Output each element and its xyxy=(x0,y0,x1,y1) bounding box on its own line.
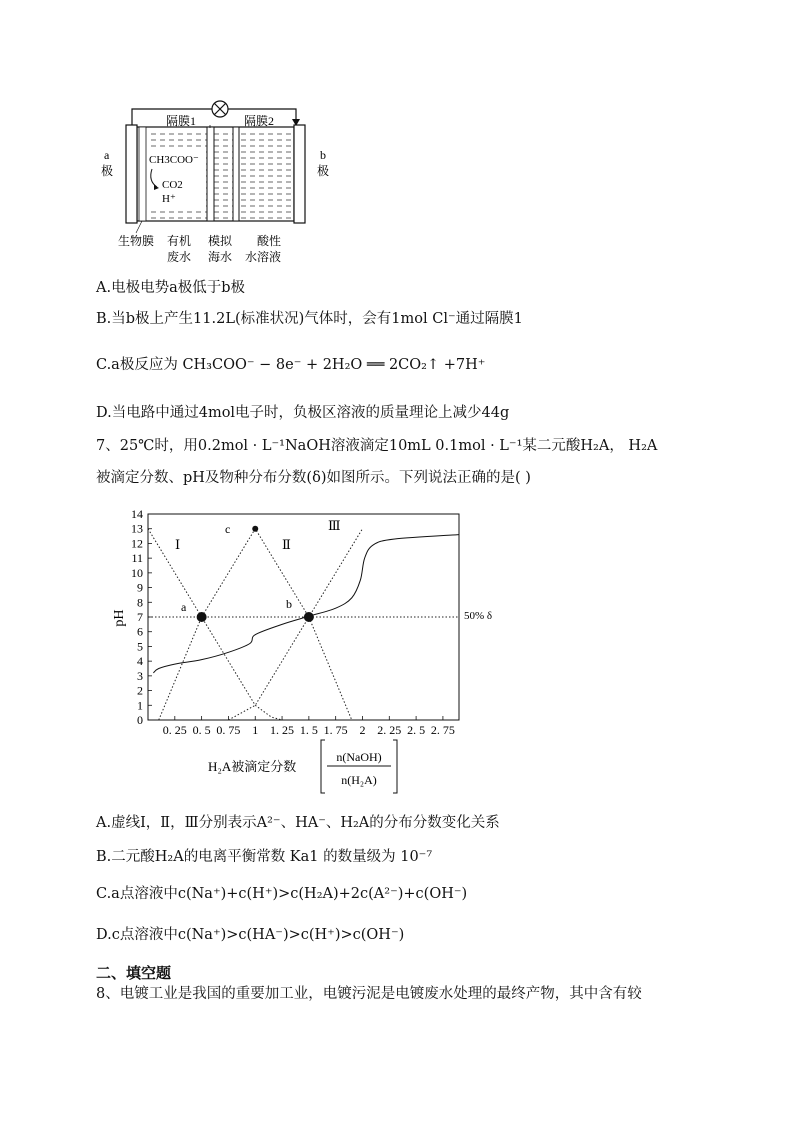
species-acetate: CH3COO⁻ xyxy=(149,154,199,166)
zone-organic-l1: 有机 xyxy=(167,234,192,248)
electrode-b-letter: b xyxy=(320,148,326,162)
y-tick-label: 7 xyxy=(137,610,143,624)
zone-seawater-l2: 海水 xyxy=(208,250,233,264)
q7-option-b: B.二元酸H₂A的电离平衡常数 Ka1 的数量级为 10⁻⁷ xyxy=(96,849,433,865)
q6-option-a: A.电极电势a极低于b极 xyxy=(96,280,246,296)
y-tick-label: 10 xyxy=(131,565,143,580)
y-tick-label: 9 xyxy=(137,580,143,595)
x-tick-label: 0. 25 xyxy=(162,723,187,737)
y-tick-label: 8 xyxy=(137,595,143,610)
point-label-a: a xyxy=(181,600,187,614)
x-axis-numerator: n(NaOH) xyxy=(336,750,382,764)
q7-option-d: D.c点溶液中c(Na⁺)>c(HA⁻)>c(H⁺)>c(OH⁻) xyxy=(96,927,405,943)
q7-option-c: C.a点溶液中c(Na⁺)+c(H⁺)>c(H₂A)+2c(A²⁻)+c(OH⁻) xyxy=(96,886,468,902)
x-axis-denominator: n(H₂A) xyxy=(341,773,377,787)
x-tick-label: 2 xyxy=(359,723,366,737)
y-tick-label: 6 xyxy=(137,624,143,639)
zone-biofilm: 生物膜 xyxy=(118,234,155,248)
curve-label-2: Ⅱ xyxy=(282,537,291,552)
titration-chart xyxy=(96,500,516,800)
y-tick-label: 5 xyxy=(137,639,143,654)
membrane1-label: 隔膜1 xyxy=(166,114,197,128)
x-tick-label: 1 xyxy=(252,723,259,737)
y-axis-label: pH xyxy=(112,609,127,627)
cell-diagram xyxy=(96,95,336,275)
x-tick-label: 0. 5 xyxy=(192,723,211,737)
x-tick-label: 1. 5 xyxy=(299,723,318,737)
q6-option-b: B.当b极上产生11.2L(标准状况)气体时，会有1mol Cl⁻通过隔膜1 xyxy=(96,311,523,327)
species-h: H⁺ xyxy=(162,193,176,205)
ph-curve xyxy=(153,535,459,673)
point-a xyxy=(197,612,207,622)
q7-option-a: A.虚线Ⅰ，Ⅱ，Ⅲ分别表示A²⁻、HA⁻、H₂A的分布分数变化关系 xyxy=(96,815,500,831)
y-tick-label: 11 xyxy=(131,551,143,566)
y-tick-label: 4 xyxy=(137,654,143,669)
q7-stem-line1: 7、25℃时，用0.2mol · L⁻¹NaOH溶液滴定10mL 0.1mol · L⁻¹某二元酸H₂A， H₂A xyxy=(96,438,658,454)
ref-line-label: 50% δ xyxy=(464,610,493,622)
y-tick-label: 0 xyxy=(137,713,143,727)
x-tick-label: 2. 25 xyxy=(377,723,402,737)
distribution-curve-2 xyxy=(159,529,352,720)
x-tick-label: 2. 5 xyxy=(407,723,426,737)
point-c xyxy=(252,526,258,532)
q8-stem: 8、电镀工业是我国的重要加工业，电镀污泥是电镀废水处理的最终产物，其中含有较 xyxy=(96,986,642,1002)
zone-organic-l2: 废水 xyxy=(167,250,192,264)
y-tick-label: 14 xyxy=(131,507,143,521)
electrode-a-ji: 极 xyxy=(101,164,114,178)
point-label-c: c xyxy=(225,522,231,536)
section-title: 二、填空题 xyxy=(96,964,172,982)
species-co2: CO2 xyxy=(162,179,183,191)
y-tick-label: 3 xyxy=(137,668,143,683)
curve-label-3: Ⅲ xyxy=(328,518,341,533)
y-tick-label: 12 xyxy=(131,536,143,551)
x-axis-fraction xyxy=(321,740,397,793)
electrode-a-letter: a xyxy=(104,148,110,162)
y-tick-label: 1 xyxy=(137,698,143,713)
zone-acid-l1: 酸性 xyxy=(257,234,282,248)
distribution-curve-1 xyxy=(148,529,282,720)
x-tick-label: 2. 75 xyxy=(430,723,455,737)
electrode-b-ji: 极 xyxy=(317,164,330,178)
q7-stem-line2: 被滴定分数、pH及物种分布分数(δ)如图所示。下列说法正确的是( ) xyxy=(96,470,531,486)
zone-seawater-l1: 模拟 xyxy=(208,234,233,248)
membrane2-label: 隔膜2 xyxy=(244,114,275,128)
lamp-icon xyxy=(212,101,228,117)
q6-option-d: D.当电路中通过4mol电子时，负极区溶液的质量理论上减少44g xyxy=(96,405,510,421)
y-tick-label: 2 xyxy=(137,683,143,698)
point-b xyxy=(304,612,314,622)
x-tick-label: 1. 25 xyxy=(270,723,295,737)
distribution-curve-3 xyxy=(228,529,362,720)
electrode-b xyxy=(294,125,305,223)
zone-acid-l2: 水溶液 xyxy=(245,250,282,264)
electrode-a xyxy=(126,125,137,223)
x-tick-label: 0. 75 xyxy=(216,723,241,737)
x-axis-label: H₂A被滴定分数 xyxy=(208,759,297,774)
point-label-b: b xyxy=(286,597,292,611)
q6-option-c: C.a极反应为 CH₃COO⁻ − 8e⁻ + 2H₂O ══ 2CO₂↑ +7H⁺ xyxy=(96,357,486,373)
curve-label-1: Ⅰ xyxy=(175,537,181,552)
y-tick-label: 13 xyxy=(131,521,143,536)
x-tick-label: 1. 75 xyxy=(323,723,348,737)
